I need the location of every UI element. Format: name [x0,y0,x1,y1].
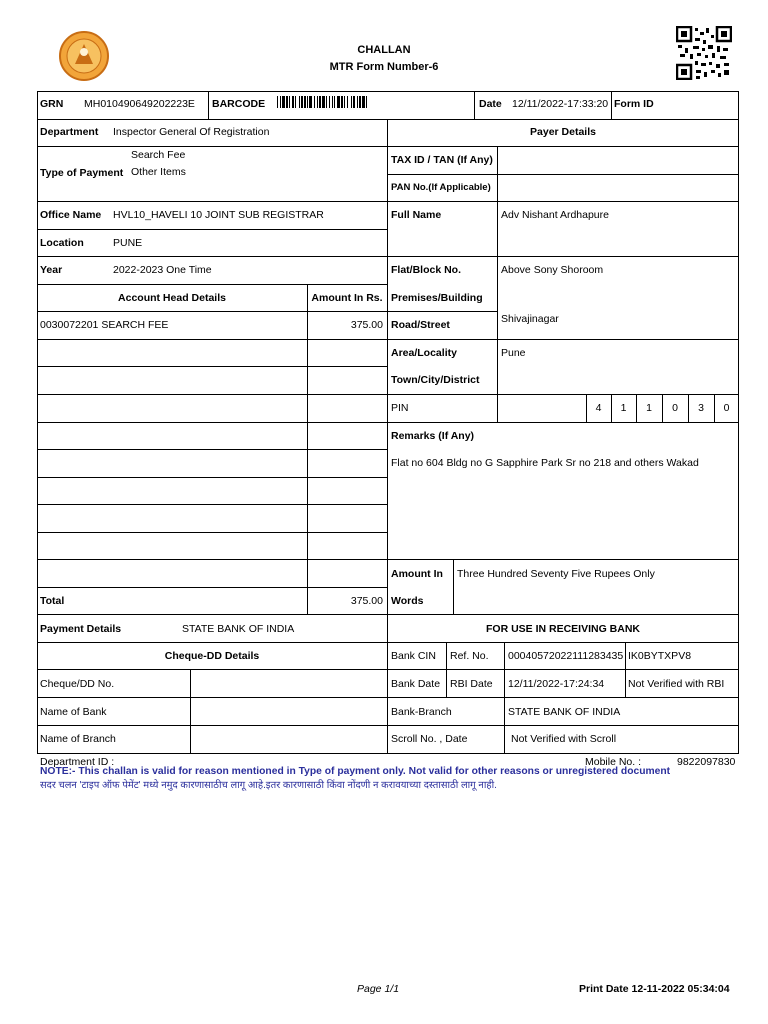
total-amount: 375.00 [350,595,383,607]
government-emblem-icon [57,30,111,82]
pin-label: PIN [391,402,409,414]
print-date: Print Date 12-11-2022 05:34:04 [579,983,730,995]
note-marathi: सदर चलन 'टाइप ऑफ पेमेंट' मध्ये नमुद कारणासाठीच लागू आहे.इतर कारणासाठी किंवा नोंदणी न करावयाच्या दस्तासाठी लागू नाही. [40,780,497,791]
barcode-icon [277,96,461,108]
bank-name-label: Name of Bank [40,706,107,718]
pin-digit: 1 [620,402,627,414]
payment-type-item: Other Items [131,166,186,178]
year-label: Year [40,264,63,276]
road-label: Road/Street [391,319,450,331]
scroll-label: Scroll No. , Date [391,733,468,745]
scroll-value: Not Verified with Scroll [511,733,617,745]
rbi-date-value: 12/11/2022-17:24:34 [508,678,605,690]
location-value: PUNE [113,237,143,249]
bank-cin-label: Bank CIN [391,650,436,662]
year-value: 2022-2023 One Time [113,264,212,276]
ref-no-label: Ref. No. [450,650,489,662]
amount-header: Amount In Rs. [311,292,383,304]
town-label: Town/City/District [391,374,480,386]
page-number: Page 1/1 [357,983,400,995]
tax-id-label: TAX ID / TAN (If Any) [391,154,493,166]
bank-branch-value: STATE BANK OF INDIA [508,706,621,718]
rbi-status: Not Verified with RBI [628,678,725,690]
qr-code-icon [676,26,732,80]
flat-value: Above Sony Shoroom [501,264,604,276]
pin-digit: 3 [698,402,704,414]
amount-in-words: Three Hundred Seventy Five Rupees Only [457,568,655,580]
cheque-no-label: Cheque/DD No. [40,678,115,690]
flat-label: Flat/Block No. [391,264,462,276]
page-title: CHALLAN [357,44,411,56]
full-name-value: Adv Nishant Ardhapure [501,209,609,221]
full-name-label: Full Name [391,209,442,221]
barcode-label: BARCODE [212,98,266,110]
department-id-label: Department ID : [40,756,115,768]
ref-code: IK0BYTXPV8 [628,650,692,662]
bank-date-label: Bank Date [391,678,441,690]
receiving-bank-header: FOR USE IN RECEIVING BANK [485,623,640,635]
rbi-date-label: RBI Date [450,678,493,690]
words-label: Words [391,595,424,607]
remarks-label: Remarks (If Any) [391,430,475,442]
pin-digit: 0 [672,402,678,414]
account-head-header: Account Head Details [118,292,226,304]
area-label: Area/Locality [391,347,457,359]
page-subtitle: MTR Form Number-6 [329,61,439,73]
account-amount: 375.00 [350,319,383,331]
area-value: Pune [501,347,526,359]
payment-type-label: Type of Payment [40,167,124,179]
department-value: Inspector General Of Registration [113,126,270,138]
pin-digit: 0 [723,402,730,414]
form-id-label: Form ID [614,98,654,110]
payment-details-value: STATE BANK OF INDIA [182,623,295,635]
mobile-value: 9822097830 [677,756,736,768]
cheque-dd-header: Cheque-DD Details [164,650,260,662]
bank-branch-label: Bank-Branch [391,706,452,718]
remarks-value: Flat no 604 Bldg no G Sapphire Park Sr no 218 and others Wakad [391,457,699,469]
location-label: Location [40,237,84,249]
department-label: Department [40,126,99,138]
grn-value: MH010490649202223E [84,98,195,110]
date-value: 12/11/2022-17:33:20 [512,98,609,110]
pin-digit: 1 [646,402,652,414]
branch-name-label: Name of Branch [40,733,116,745]
road-value: Shivajinagar [501,313,559,325]
date-label: Date [479,98,502,110]
account-head-row: 0030072201 SEARCH FEE [40,319,169,331]
payment-type-item: Search Fee [131,149,186,161]
pin-digit: 4 [595,402,602,414]
grn-label: GRN [40,98,64,110]
pan-label: PAN No.(If Applicable) [391,182,491,193]
total-label: Total [40,595,65,607]
note-english: NOTE:- This challan is valid for reason mentioned in Type of payment only. Not valid for other reasons or unregistered document [40,766,671,777]
payment-details-label: Payment Details [40,623,122,635]
premises-label: Premises/Building [391,292,483,304]
mobile-label: Mobile No. : [585,756,642,768]
office-name-value: HVL10_HAVELI 10 JOINT SUB REGISTRAR [113,209,324,221]
amount-in-label: Amount In [391,568,443,580]
office-name-label: Office Name [40,209,102,221]
ref-no-value: 00040572022111283435 [508,650,624,662]
payer-details-header: Payer Details [530,126,596,138]
